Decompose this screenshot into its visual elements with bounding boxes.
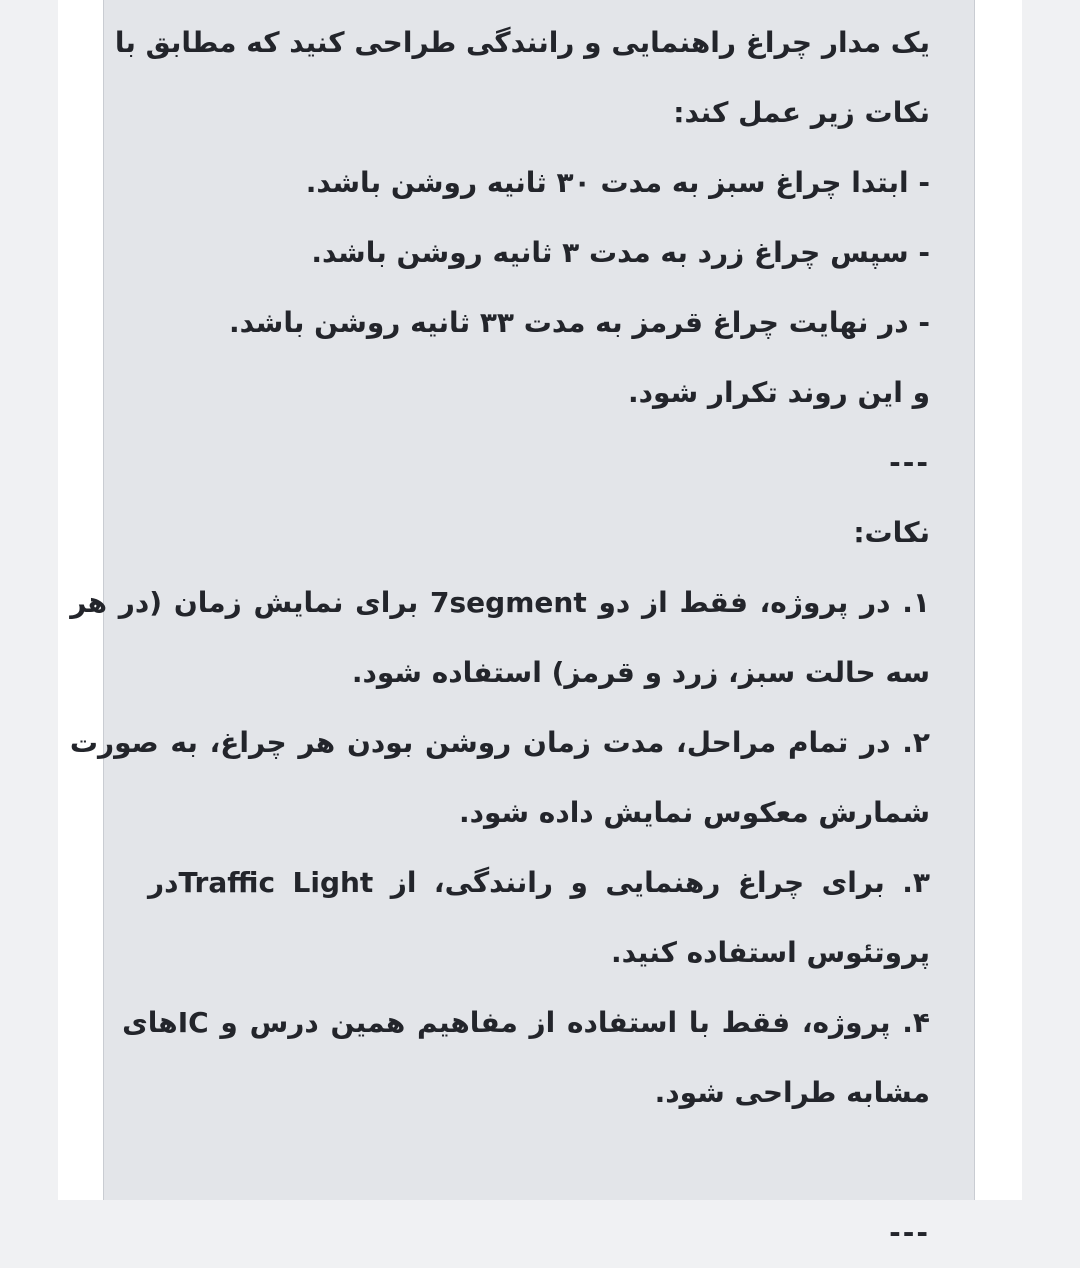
note-2-line-1: ۲. در تمام مراحل، مدت زمان روشن بودن هر چراغ، به صورت bbox=[69, 726, 930, 759]
rule-red: - در نهایت چراغ قرمز به مدت ۳۳ ثانیه روشن باشد. bbox=[229, 306, 930, 339]
note-3-line-2: پروتئوس استفاده کنید. bbox=[610, 936, 930, 969]
note-1-line-1: ۱. در پروژه، فقط از دو 7segment برای نمایش زمان (در هر bbox=[70, 586, 930, 619]
blank-line bbox=[148, 1128, 930, 1198]
separator-bottom: --- bbox=[889, 1216, 930, 1249]
note-4-line-2: مشابه طراحی شود. bbox=[654, 1076, 930, 1109]
note-3-line-1: ۳. برای چراغ رهنمایی و رانندگی، از Traffic Lightدر bbox=[148, 866, 930, 899]
note-2-line-2: شمارش معکوس نمایش داده شود. bbox=[458, 796, 930, 829]
rule-repeat: و این روند تکرار شود. bbox=[628, 376, 930, 409]
rule-yellow: - سپس چراغ زرد به مدت ۳ ثانیه روشن باشد. bbox=[311, 236, 930, 269]
document-content bbox=[69, 8, 930, 1268]
intro-line-1: یک مدار چراغ راهنمایی و رانندگی طراحی کنید که مطابق با bbox=[114, 26, 930, 59]
notes-heading: نکات: bbox=[853, 516, 930, 549]
intro-line-2: نکات زیر عمل کند: bbox=[673, 96, 930, 129]
note-1-line-2: سه حالت سبز، زرد و قرمز) استفاده شود. bbox=[351, 656, 930, 689]
note-4-line-1: ۴. پروژه، فقط با استفاده از مفاهیم همین درس و ICهای bbox=[122, 1006, 930, 1039]
separator: --- bbox=[889, 446, 930, 479]
rule-green: - ابتدا چراغ سبز به مدت ۳۰ ثانیه روشن باشد. bbox=[305, 166, 930, 199]
